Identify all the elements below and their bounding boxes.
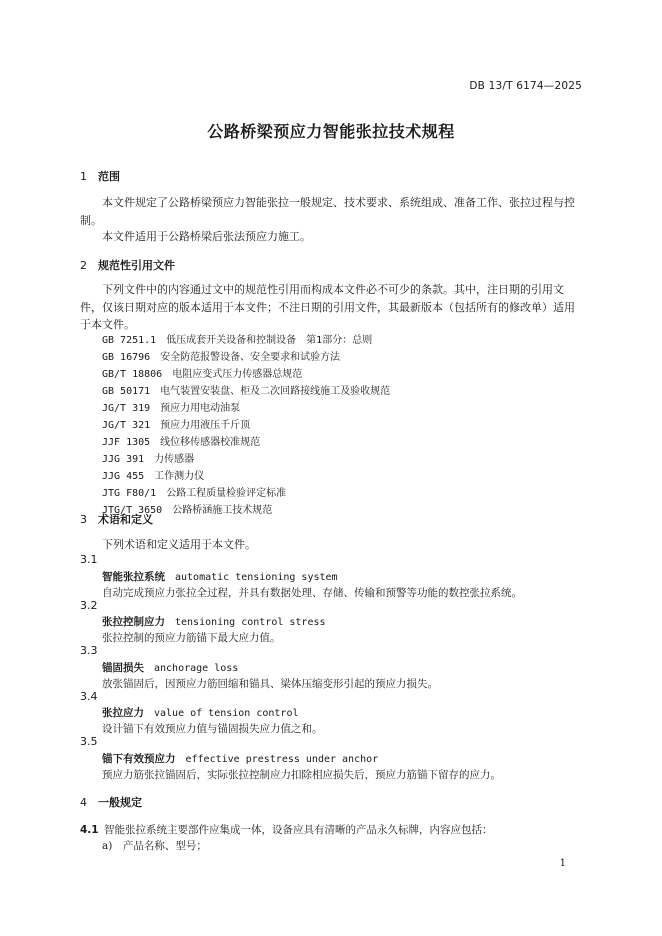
document-code: DB 13/T 6174—2025 <box>469 80 582 92</box>
section-3-heading <box>80 511 153 527</box>
section-number: 1 <box>80 170 87 183</box>
section-number: 3 <box>80 513 87 526</box>
term-definition: 张拉控制的预应力筋锚下最大应力值。 <box>102 632 281 644</box>
term-entry: 张拉控制应力 tensioning control stress <box>102 616 326 628</box>
term-number: 3.5 <box>80 735 98 748</box>
reference-item: JTG F80/1 公路工程质量检验评定标准 <box>102 488 287 499</box>
section-title: 规范性引用文件 <box>98 259 175 272</box>
section-number: 4 <box>80 796 87 809</box>
term-number: 3.2 <box>80 599 98 612</box>
list-item-a: a) 产品名称、型号； <box>102 840 207 852</box>
section-1-paragraph-1: 本文件规定了公路桥梁预应力智能张拉一般规定、技术要求、系统组成、准备工作、张拉过程与控制。 <box>80 196 575 227</box>
term-number: 3.3 <box>80 644 98 657</box>
page-number: 1 <box>559 858 566 869</box>
clause-4-1: 4.1 智能张拉系统主要部件应集成一体，设备应具有清晰的产品永久标牌，内容应包括： <box>80 824 493 836</box>
section-2-heading <box>80 257 175 273</box>
section-3-intro: 下列术语和定义适用于本文件。 <box>102 538 256 551</box>
term-entry: 智能张拉系统 automatic tensioning system <box>102 571 338 583</box>
section-number: 2 <box>80 259 87 272</box>
section-title: 一般规定 <box>98 796 142 809</box>
reference-item: JJG 391 力传感器 <box>102 454 195 465</box>
term-definition: 放张锚固后，因预应力筋回缩和锚具、梁体压缩变形引起的预应力损失。 <box>102 678 438 690</box>
reference-item: JG/T 319 预应力用电动油泵 <box>102 403 241 414</box>
reference-item: JJF 1305 线位移传感器校准规范 <box>102 437 261 448</box>
document-title: 公路桥梁预应力智能张拉技术规程 <box>207 122 455 141</box>
term-entry: 锚下有效预应力 effective prestress under anchor <box>102 753 379 765</box>
term-number: 3.1 <box>80 553 98 566</box>
reference-item: GB 16796 安全防范报警设备、安全要求和试验方法 <box>102 352 341 363</box>
section-2-intro: 下列文件中的内容通过文中的规范性引用而构成本文件必不可少的条款。其中，注日期的引用文件，仅该日期对应的版本适用于本文件；不注日期的引用文件，其最新版本（包括所有的修改单）适用于本文件。 <box>80 283 575 331</box>
section-title: 范围 <box>98 170 120 183</box>
section-title: 术语和定义 <box>98 513 153 526</box>
section-1-heading <box>80 168 120 184</box>
term-definition: 自动完成预应力张拉全过程，并具有数据处理、存储、传输和预警等功能的数控张拉系统。 <box>102 587 522 599</box>
term-number: 3.4 <box>80 690 98 703</box>
term-definition: 预应力筋张拉锚固后，实际张拉控制应力扣除相应损失后，预应力筋锚下留存的应力。 <box>102 769 501 781</box>
reference-item: JG/T 321 预应力用液压千斤顶 <box>102 420 251 431</box>
reference-item: GB/T 18806 电阻应变式压力传感器总规范 <box>102 369 303 380</box>
term-entry: 张拉应力 value of tension control <box>102 707 299 719</box>
reference-item: GB 7251.1 低压成套开关设备和控制设备 第1部分：总则 <box>102 335 373 346</box>
reference-item: JTG/T 3650 公路桥涵施工技术规范 <box>102 505 273 516</box>
section-1-paragraph-2: 本文件适用于公路桥梁后张法预应力施工。 <box>102 230 311 243</box>
term-entry: 锚固损失 anchorage loss <box>102 662 239 674</box>
reference-item: GB 50171 电气装置安装盘、柜及二次回路接线施工及验收规范 <box>102 386 391 397</box>
term-definition: 设计锚下有效预应力值与锚固损失应力值之和。 <box>102 723 323 735</box>
section-4-heading <box>80 794 142 810</box>
reference-item: JJG 455 工作测力仪 <box>102 471 205 482</box>
